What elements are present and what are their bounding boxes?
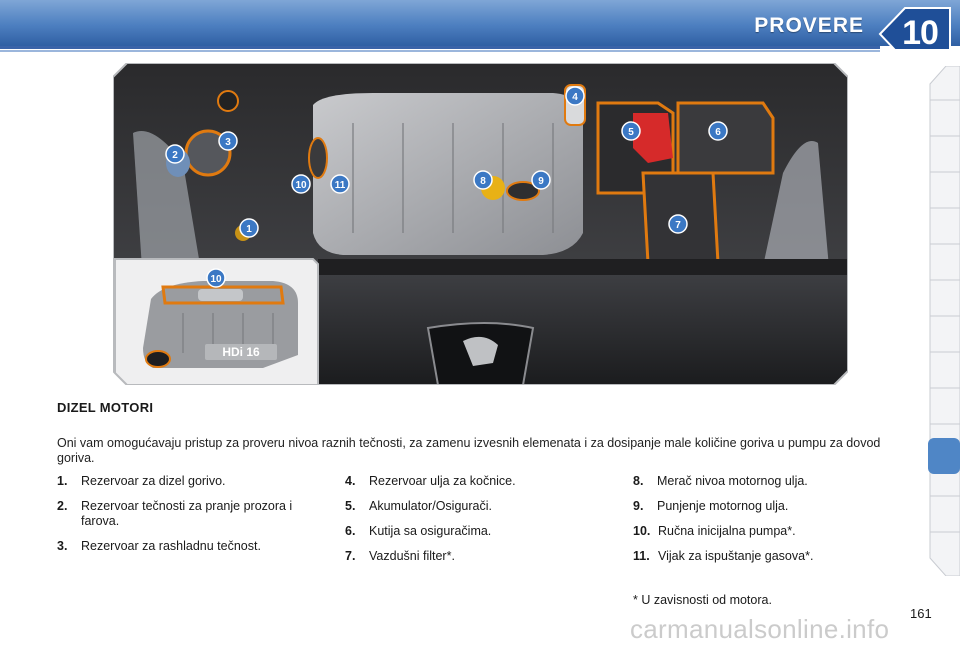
active-chapter-tab <box>928 438 960 474</box>
legend-item: 8. Merač nivoa motornog ulja. <box>633 474 808 488</box>
legend-column-1 <box>57 474 332 564</box>
svg-text:10: 10 <box>210 274 222 285</box>
callout-6 <box>709 122 727 140</box>
callout-4 <box>566 87 584 105</box>
intro-paragraph: Oni vam omogućavaju pristup za proveru nivoa raznih tečnosti, za zamenu izvesnih elemenata i za dosipanje male količine goriva u pumpu za dovod goriva. <box>57 436 881 465</box>
callout-7 <box>669 215 687 233</box>
legend-item: 3. Rezervoar za rashladnu tečnost. <box>57 539 261 553</box>
legend-item: 6. Kutija sa osiguračima. <box>345 524 492 538</box>
svg-text:9: 9 <box>538 176 544 187</box>
svg-text:2: 2 <box>172 150 178 161</box>
legend-item: 2. Rezervoar tečnosti za pranje prozora i farova. <box>57 499 293 528</box>
chapter-title: PROVERE <box>754 14 864 37</box>
callout-10 <box>292 175 310 193</box>
legend-item: 5. Akumulator/Osigurači. <box>345 499 492 513</box>
legend-item: 11. Vijak za ispuštanje gasova*. <box>633 549 814 563</box>
svg-text:10: 10 <box>295 180 307 191</box>
callout-1 <box>240 219 258 237</box>
legend-column-3 <box>633 474 913 574</box>
hdi-inset <box>115 259 318 385</box>
callout-2 <box>166 145 184 163</box>
page-header <box>0 0 960 58</box>
section-title: DIZEL MOTORI <box>57 400 154 415</box>
svg-text:5: 5 <box>628 127 634 138</box>
svg-text:4: 4 <box>572 92 578 103</box>
legend-item: 10. Ručna inicijalna pumpa*. <box>633 524 796 538</box>
footnote: * U zavisnosti od motora. <box>633 593 772 607</box>
chapter-tabs <box>926 66 960 576</box>
legend-item: 7. Vazdušni filter*. <box>345 549 455 563</box>
svg-text:7: 7 <box>675 220 681 231</box>
svg-text:1: 1 <box>246 224 252 235</box>
legend-item: 9. Punjenje motornog ulja. <box>633 499 789 513</box>
watermark: carmanualsonline.info <box>630 614 890 644</box>
chapter-number: 10 <box>902 13 938 52</box>
svg-text:3: 3 <box>225 137 231 148</box>
legend-item: 1. Rezervoar za dizel gorivo. <box>57 474 226 488</box>
svg-text:6: 6 <box>715 127 721 138</box>
legend-column-2 <box>345 474 605 574</box>
svg-text:8: 8 <box>480 176 486 187</box>
inset-callout <box>207 269 225 287</box>
engine-bay-illustration <box>113 63 848 385</box>
callout-8 <box>474 171 492 189</box>
page-number: 161 <box>910 606 932 621</box>
legend-item: 4. Rezervoar ulja za kočnice. <box>345 474 516 488</box>
callout-5 <box>622 122 640 140</box>
callout-9 <box>532 171 550 189</box>
svg-text:11: 11 <box>334 180 346 191</box>
callout-11 <box>331 175 349 193</box>
callout-3 <box>219 132 237 150</box>
inset-label: HDi 16 <box>222 345 260 359</box>
